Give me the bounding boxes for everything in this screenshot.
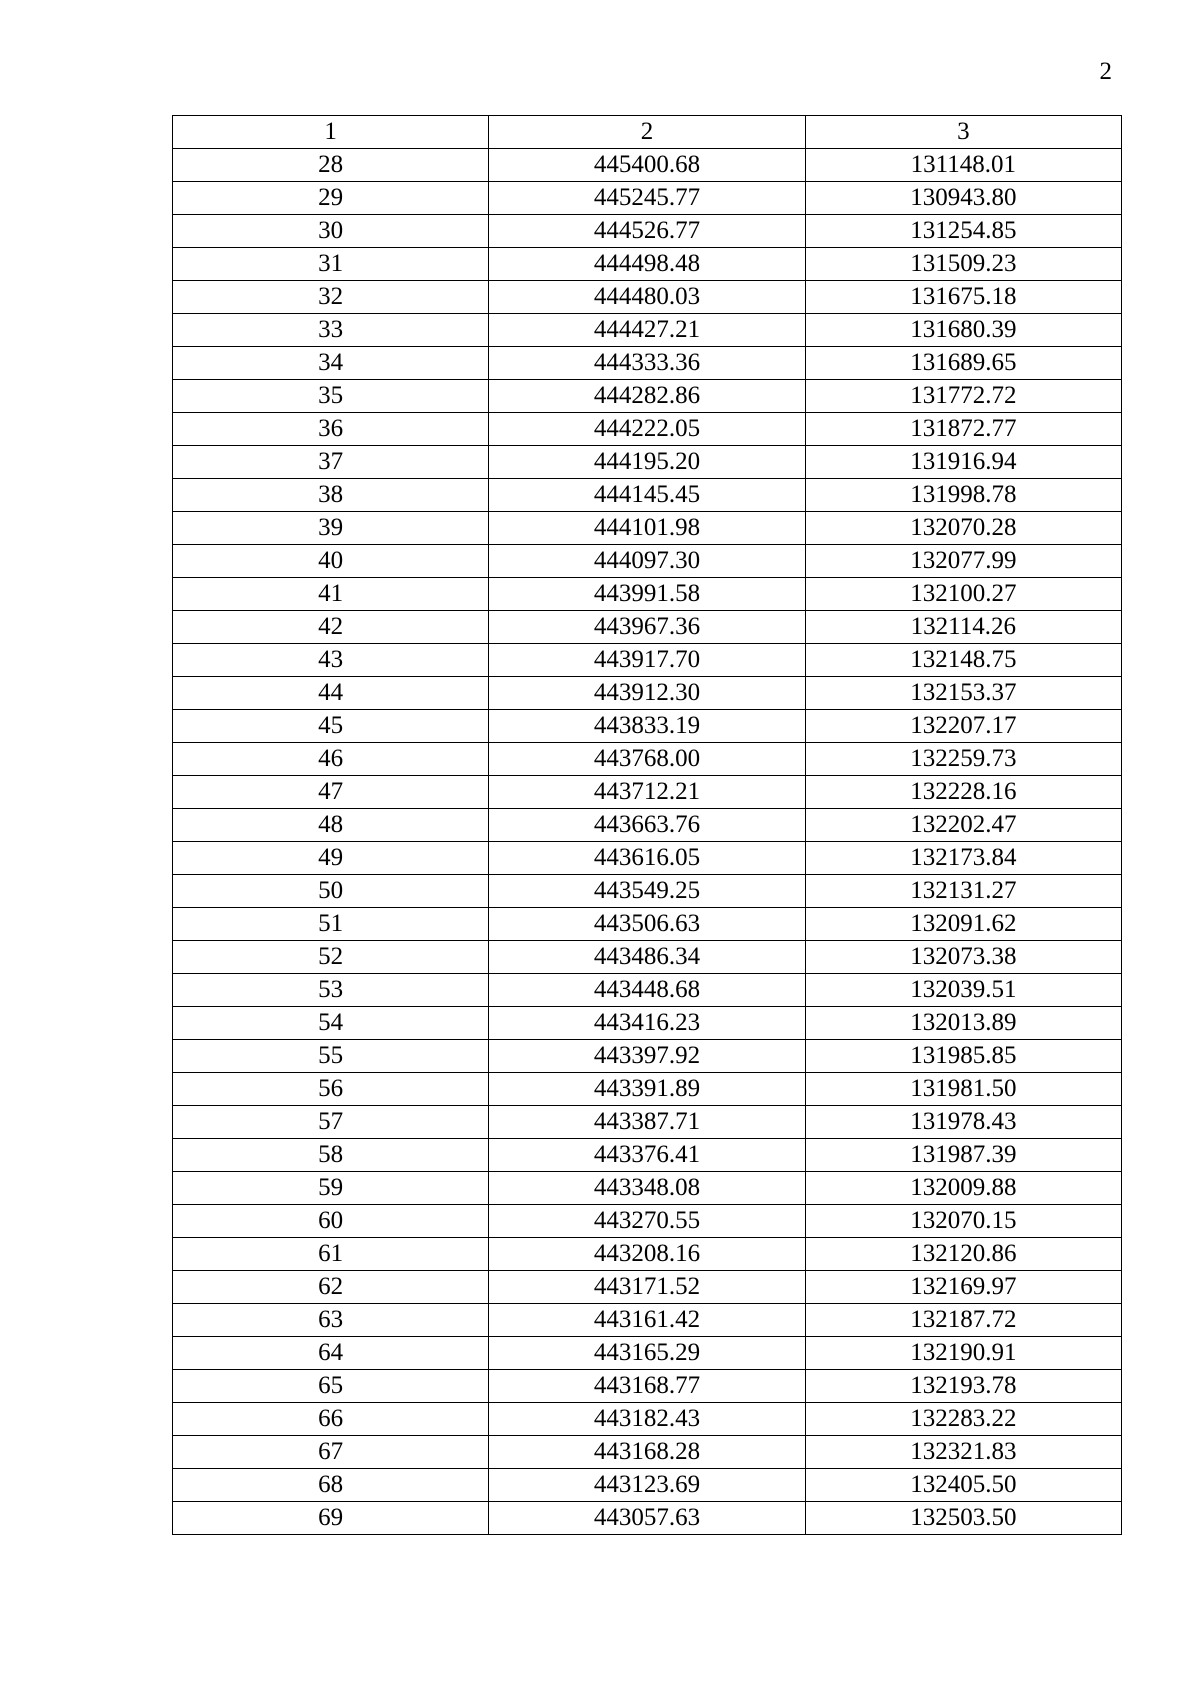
coordinate-x-cell: 443397.92 xyxy=(489,1040,805,1073)
coordinate-y-cell: 132207.17 xyxy=(805,710,1121,743)
coordinate-x-cell: 443161.42 xyxy=(489,1304,805,1337)
coordinate-y-cell: 132009.88 xyxy=(805,1172,1121,1205)
table-row xyxy=(173,1469,1122,1502)
point-number-cell: 52 xyxy=(173,941,489,974)
point-number-cell: 42 xyxy=(173,611,489,644)
coordinate-x-cell: 443348.08 xyxy=(489,1172,805,1205)
point-number-cell: 53 xyxy=(173,974,489,1007)
point-number-cell: 50 xyxy=(173,875,489,908)
table-row xyxy=(173,380,1122,413)
point-number-cell: 55 xyxy=(173,1040,489,1073)
point-number-cell: 28 xyxy=(173,149,489,182)
coordinate-y-cell: 132070.15 xyxy=(805,1205,1121,1238)
coordinate-y-cell: 132120.86 xyxy=(805,1238,1121,1271)
coordinate-y-cell: 131998.78 xyxy=(805,479,1121,512)
point-number-cell: 67 xyxy=(173,1436,489,1469)
table-row xyxy=(173,545,1122,578)
table-row xyxy=(173,1403,1122,1436)
page-number: 2 xyxy=(1099,58,1112,85)
table-row xyxy=(173,281,1122,314)
table-row xyxy=(173,1007,1122,1040)
coordinate-x-cell: 444480.03 xyxy=(489,281,805,314)
coordinate-y-cell: 131987.39 xyxy=(805,1139,1121,1172)
table-row xyxy=(173,941,1122,974)
point-number-cell: 37 xyxy=(173,446,489,479)
table-row xyxy=(173,347,1122,380)
table-row xyxy=(173,1139,1122,1172)
coordinate-x-cell: 443616.05 xyxy=(489,842,805,875)
coordinate-y-cell: 132193.78 xyxy=(805,1370,1121,1403)
coordinate-x-cell: 443712.21 xyxy=(489,776,805,809)
point-number-cell: 58 xyxy=(173,1139,489,1172)
coordinate-x-cell: 443270.55 xyxy=(489,1205,805,1238)
point-number-cell: 51 xyxy=(173,908,489,941)
coordinate-x-cell: 443833.19 xyxy=(489,710,805,743)
coordinates-table-body xyxy=(173,116,1122,1535)
table-row xyxy=(173,149,1122,182)
table-row xyxy=(173,1436,1122,1469)
coordinate-x-cell: 443165.29 xyxy=(489,1337,805,1370)
point-number-cell: 54 xyxy=(173,1007,489,1040)
table-row xyxy=(173,809,1122,842)
coordinate-x-cell: 444333.36 xyxy=(489,347,805,380)
point-number-cell: 29 xyxy=(173,182,489,215)
table-row xyxy=(173,875,1122,908)
coordinate-x-cell: 443663.76 xyxy=(489,809,805,842)
coordinate-y-cell: 131689.65 xyxy=(805,347,1121,380)
point-number-cell: 68 xyxy=(173,1469,489,1502)
coordinate-x-cell: 443912.30 xyxy=(489,677,805,710)
table-row xyxy=(173,1370,1122,1403)
point-number-cell: 43 xyxy=(173,644,489,677)
point-number-cell: 46 xyxy=(173,743,489,776)
coordinate-x-cell: 443768.00 xyxy=(489,743,805,776)
coordinate-y-cell: 132114.26 xyxy=(805,611,1121,644)
header-cell-2: 2 xyxy=(489,116,805,149)
coordinate-x-cell: 443416.23 xyxy=(489,1007,805,1040)
point-number-cell: 47 xyxy=(173,776,489,809)
table-row xyxy=(173,677,1122,710)
coordinate-y-cell: 131872.77 xyxy=(805,413,1121,446)
coordinate-x-cell: 443549.25 xyxy=(489,875,805,908)
table-row xyxy=(173,908,1122,941)
coordinate-y-cell: 132077.99 xyxy=(805,545,1121,578)
table-header-row xyxy=(173,116,1122,149)
coordinate-x-cell: 443391.89 xyxy=(489,1073,805,1106)
coordinate-x-cell: 444195.20 xyxy=(489,446,805,479)
coordinate-y-cell: 132202.47 xyxy=(805,809,1121,842)
point-number-cell: 32 xyxy=(173,281,489,314)
table-row xyxy=(173,215,1122,248)
table-row xyxy=(173,1271,1122,1304)
coordinate-y-cell: 132100.27 xyxy=(805,578,1121,611)
table-row xyxy=(173,1073,1122,1106)
header-cell-1: 1 xyxy=(173,116,489,149)
table-row xyxy=(173,1337,1122,1370)
coordinate-x-cell: 443448.68 xyxy=(489,974,805,1007)
coordinate-x-cell: 445245.77 xyxy=(489,182,805,215)
coordinate-x-cell: 444282.86 xyxy=(489,380,805,413)
coordinate-x-cell: 443168.77 xyxy=(489,1370,805,1403)
table-row xyxy=(173,1205,1122,1238)
point-number-cell: 45 xyxy=(173,710,489,743)
coordinate-x-cell: 443168.28 xyxy=(489,1436,805,1469)
point-number-cell: 65 xyxy=(173,1370,489,1403)
coordinate-y-cell: 132013.89 xyxy=(805,1007,1121,1040)
table-row xyxy=(173,776,1122,809)
table-row xyxy=(173,1040,1122,1073)
table-row xyxy=(173,974,1122,1007)
coordinate-x-cell: 443182.43 xyxy=(489,1403,805,1436)
point-number-cell: 59 xyxy=(173,1172,489,1205)
coordinate-y-cell: 131675.18 xyxy=(805,281,1121,314)
point-number-cell: 60 xyxy=(173,1205,489,1238)
table-row xyxy=(173,479,1122,512)
table-row xyxy=(173,1238,1122,1271)
point-number-cell: 48 xyxy=(173,809,489,842)
coordinate-y-cell: 132190.91 xyxy=(805,1337,1121,1370)
point-number-cell: 35 xyxy=(173,380,489,413)
table-row xyxy=(173,1304,1122,1337)
coordinate-x-cell: 444222.05 xyxy=(489,413,805,446)
coordinate-x-cell: 443967.36 xyxy=(489,611,805,644)
coordinate-x-cell: 445400.68 xyxy=(489,149,805,182)
point-number-cell: 44 xyxy=(173,677,489,710)
coordinate-y-cell: 130943.80 xyxy=(805,182,1121,215)
point-number-cell: 56 xyxy=(173,1073,489,1106)
table-row xyxy=(173,710,1122,743)
coordinate-y-cell: 132153.37 xyxy=(805,677,1121,710)
coordinate-y-cell: 132039.51 xyxy=(805,974,1121,1007)
point-number-cell: 34 xyxy=(173,347,489,380)
point-number-cell: 62 xyxy=(173,1271,489,1304)
coordinate-y-cell: 132073.38 xyxy=(805,941,1121,974)
table-row xyxy=(173,182,1122,215)
table-row xyxy=(173,842,1122,875)
coordinate-y-cell: 132503.50 xyxy=(805,1502,1121,1535)
header-cell-3: 3 xyxy=(805,116,1121,149)
point-number-cell: 36 xyxy=(173,413,489,446)
coordinate-x-cell: 443057.63 xyxy=(489,1502,805,1535)
point-number-cell: 69 xyxy=(173,1502,489,1535)
coordinate-y-cell: 131680.39 xyxy=(805,314,1121,347)
coordinate-y-cell: 132169.97 xyxy=(805,1271,1121,1304)
coordinate-y-cell: 131981.50 xyxy=(805,1073,1121,1106)
coordinate-y-cell: 132228.16 xyxy=(805,776,1121,809)
point-number-cell: 39 xyxy=(173,512,489,545)
table-row xyxy=(173,413,1122,446)
coordinate-y-cell: 132283.22 xyxy=(805,1403,1121,1436)
point-number-cell: 57 xyxy=(173,1106,489,1139)
coordinate-y-cell: 132187.72 xyxy=(805,1304,1121,1337)
coordinate-x-cell: 443486.34 xyxy=(489,941,805,974)
coordinates-table xyxy=(172,115,1122,1535)
coordinate-x-cell: 443387.71 xyxy=(489,1106,805,1139)
table-row xyxy=(173,611,1122,644)
point-number-cell: 61 xyxy=(173,1238,489,1271)
table-row xyxy=(173,1172,1122,1205)
table-row xyxy=(173,314,1122,347)
coordinate-y-cell: 131916.94 xyxy=(805,446,1121,479)
coordinate-x-cell: 443208.16 xyxy=(489,1238,805,1271)
point-number-cell: 41 xyxy=(173,578,489,611)
point-number-cell: 31 xyxy=(173,248,489,281)
coordinate-y-cell: 131148.01 xyxy=(805,149,1121,182)
table-row xyxy=(173,446,1122,479)
coordinate-x-cell: 444526.77 xyxy=(489,215,805,248)
table-row xyxy=(173,644,1122,677)
coordinate-x-cell: 444097.30 xyxy=(489,545,805,578)
coordinate-y-cell: 132070.28 xyxy=(805,512,1121,545)
coordinate-y-cell: 132173.84 xyxy=(805,842,1121,875)
coordinate-y-cell: 131978.43 xyxy=(805,1106,1121,1139)
coordinate-x-cell: 444498.48 xyxy=(489,248,805,281)
point-number-cell: 40 xyxy=(173,545,489,578)
coordinate-y-cell: 131254.85 xyxy=(805,215,1121,248)
coordinate-y-cell: 131772.72 xyxy=(805,380,1121,413)
table-row xyxy=(173,512,1122,545)
coordinate-y-cell: 131509.23 xyxy=(805,248,1121,281)
coordinate-x-cell: 443917.70 xyxy=(489,644,805,677)
point-number-cell: 38 xyxy=(173,479,489,512)
coordinate-x-cell: 443376.41 xyxy=(489,1139,805,1172)
coordinate-y-cell: 132405.50 xyxy=(805,1469,1121,1502)
point-number-cell: 33 xyxy=(173,314,489,347)
coordinate-x-cell: 443506.63 xyxy=(489,908,805,941)
table-row xyxy=(173,248,1122,281)
coordinate-x-cell: 443123.69 xyxy=(489,1469,805,1502)
coordinate-x-cell: 444145.45 xyxy=(489,479,805,512)
coordinate-y-cell: 132131.27 xyxy=(805,875,1121,908)
coordinate-x-cell: 443991.58 xyxy=(489,578,805,611)
point-number-cell: 64 xyxy=(173,1337,489,1370)
table-row xyxy=(173,578,1122,611)
point-number-cell: 63 xyxy=(173,1304,489,1337)
coordinate-y-cell: 132259.73 xyxy=(805,743,1121,776)
table-row xyxy=(173,1106,1122,1139)
coordinate-y-cell: 132321.83 xyxy=(805,1436,1121,1469)
coordinate-y-cell: 132091.62 xyxy=(805,908,1121,941)
coordinate-y-cell: 132148.75 xyxy=(805,644,1121,677)
coordinate-y-cell: 131985.85 xyxy=(805,1040,1121,1073)
coordinate-x-cell: 444101.98 xyxy=(489,512,805,545)
point-number-cell: 49 xyxy=(173,842,489,875)
coordinate-x-cell: 444427.21 xyxy=(489,314,805,347)
table-row xyxy=(173,1502,1122,1535)
point-number-cell: 66 xyxy=(173,1403,489,1436)
coordinate-x-cell: 443171.52 xyxy=(489,1271,805,1304)
table-row xyxy=(173,743,1122,776)
point-number-cell: 30 xyxy=(173,215,489,248)
